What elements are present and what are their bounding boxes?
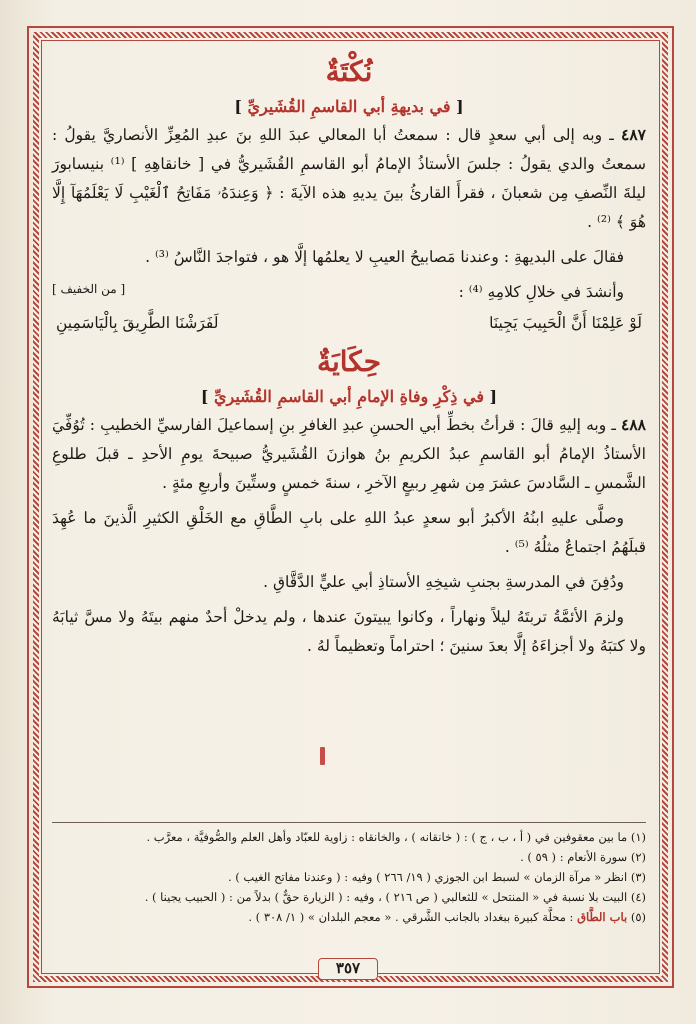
paragraph: وأنشدَ في خلالِ كلامِهِ ⁽⁴⁾ : — [458, 283, 624, 301]
verse-first-hemistich: لَوْ عَلِمْنَا أَنَّ الْحَبِيبَ يَجِينَا — [489, 314, 642, 332]
meter-label: [ من الخفيف ] — [52, 282, 126, 296]
paragraph-487 — [52, 120, 646, 237]
main-text — [52, 50, 646, 955]
footnote-number: (٥) — [630, 910, 646, 924]
ink-mark — [320, 747, 325, 765]
footnote-number: (٣) — [630, 870, 646, 884]
section-ornament-title: نُكْتَةٌ — [325, 55, 373, 88]
footnote-number: (٢) — [630, 850, 646, 864]
footnote — [52, 827, 646, 847]
footnote — [52, 887, 646, 907]
footnote-text: سورة الأنعام : ( ٥٩ ) . — [520, 850, 628, 864]
section-subtitle: [ في بديهةِ أبي القاسمِ القُشَيريِّ ] — [234, 97, 464, 116]
footnote — [52, 907, 646, 927]
footnote-number: (٤) — [630, 890, 646, 904]
subtitle-text: في ذِكْرِ وفاةِ الإمامِ أبي القاسمِ القُشَيريِّ — [214, 387, 484, 406]
paragraph-488 — [52, 410, 646, 498]
footnote-text: ما بين معقوفين في ( أ ، ب ، ج ) : ( خانقانه ) ، والخانقاه : زاوية للعبّاد وأهل العلم والصُّوفيَّة ، معرَّب . — [146, 830, 628, 844]
paragraph-text: ـ وبه إليهِ قالَ : قرأتُ بخطِّ أبي الحسنِ عبدِ الغافرِ بنِ إسماعيلَ الفارسيِّ الخطيبِ : تُوُفِّيَ الأستاذُ الإمامُ أبو القاسمِ عبدُ الكريمِ بنُ هوازنَ القُشَيريُّ صبيحةَ يومِ الأحدِ ـ قبلَ طلوعِ الشَّمسِ ـ السَّادسَ عشرَ مِن شهرِ ربيعٍ الآخرِ ، سنةَ خمسٍ وستِّينَ وأربعِ مئةٍ . — [52, 416, 646, 492]
paragraph: فقالَ على البديهةِ : وعندنا مَصابيحُ العيبِ لا يعلمُها إلَّا هو ، فتواجدَ النَّاسُ ⁽³⁾ . — [145, 248, 624, 266]
paragraph: ولزمَ الأئمَّةُ تربتَهُ ليلاً ونهاراً ، وكانوا يبيتونَ عندها ، ولم يدخلْ أحدٌ منهم بيتَهُ ولا مسَّ ثيابَهُ ولا كتبَهُ ولا أجزاءَهُ إلَّا بعدَ سنينَ ؛ احتراماً وتعظيماً لهُ . — [52, 608, 646, 655]
paragraph: ودُفِنَ في المدرسةِ بجنبِ شيخِهِ الأستاذِ أبي عليٍّ الدَّقَّاقِ . — [263, 573, 624, 591]
footnote-number: (١) — [630, 830, 646, 844]
verse-intro-row — [52, 278, 646, 308]
section-subtitle: [ في ذِكْرِ وفاةِ الإمامِ أبي القاسمِ القُشَيريِّ ] — [200, 387, 498, 406]
paragraph-number: ٤٨٨ — [621, 415, 646, 434]
section-ornament-title: حِكَايَةٌ — [316, 345, 382, 378]
page-number: ٣٥٧ — [318, 958, 378, 980]
verse-second-hemistich: لَفَرَشْنَا الطَّرِيقَ بِالْيَاسَمِينِ — [56, 314, 219, 332]
paragraph-number: ٤٨٧ — [621, 125, 646, 144]
paragraph: وصلَّى عليهِ ابنُهُ الأكبرُ أبو سعدٍ عبدُ اللهِ على بابِ الطَّاقِ مع الخَلْقِ الكثيرِ الَّذينَ ما عُهِدَ قبلَهُمُ اجتماعٌ مثلُهُ ⁽⁵⁾ . — [52, 509, 646, 556]
footnotes — [52, 822, 646, 927]
paragraph-text: ـ وبه إلى أبي سعدٍ قال : سمعتُ أبا المعالي عبدَ اللهِ بنَ عبدِ المُعِزِّ الأنصاريَّ يقولُ : سمعتُ والدي يقولُ : جلسَ الأستاذُ الإمامُ أبو القاسمِ القُشَيريُّ في [ خانقاهِهِ ] ⁽¹⁾ بنيسابورَ ليلةَ النِّصفِ مِن شعبانَ ، فقرأَ القارئُ بينَ يديهِ هذه الآيةَ : ﴿ وَعِندَهُۥ مَفَاتِحُ ٱلْغَيْبِ لَا يَعْلَمُهَآ إِلَّا هُوَ ﴾ ⁽²⁾ . — [52, 126, 646, 231]
footnote-text: : محلَّة كبيرة ببغداد بالجانب الشَّرقي . « معجم البلدان » ( ١/ ٣٠٨ ) . — [248, 910, 574, 924]
footnote — [52, 867, 646, 887]
footnote-text: البيت بلا نسبة في « المنتحل » للثعالبي ( ص ٢١٦ ) ، وفيه : ( الزيارة حقٌّ ) بدلاً من : ( الحبيب يجينا ) . — [144, 890, 628, 904]
poem-verse — [52, 308, 646, 340]
footnote — [52, 847, 646, 867]
footnote-keyword: باب الطَّاق — [577, 910, 628, 924]
subtitle-text: في بديهةِ أبي القاسمِ القُشَيريِّ — [247, 97, 451, 116]
footnote-text: انظر « مرآة الزمان » لسبط ابن الجوزي ( ١٩/ ٢٦٦ ) وفيه : ( وعندنا مفاتح الغيب ) . — [227, 870, 628, 884]
